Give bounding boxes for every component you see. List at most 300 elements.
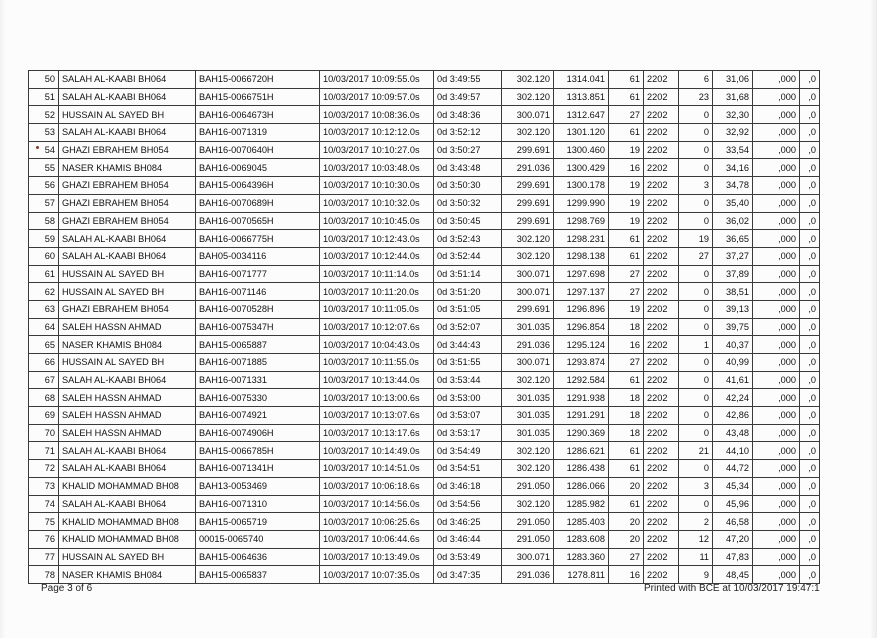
group-code-cell: 2202 (644, 548, 679, 566)
extra-cell: ,0 (800, 265, 820, 283)
percent-cell: 47,20 (713, 530, 753, 548)
position-cell: 76 (29, 530, 59, 548)
prize-cell: ,000 (753, 88, 800, 106)
extra-cell: ,0 (800, 389, 820, 407)
percent-cell: 41,61 (713, 371, 753, 389)
ring-number-cell: BAH16-0071331 (196, 371, 320, 389)
velocity-cell: 1313.851 (554, 88, 609, 106)
ring-number-cell: BAH16-0070640H (196, 141, 320, 159)
velocity-cell: 1295.124 (554, 336, 609, 354)
velocity-cell: 1296.854 (554, 318, 609, 336)
distance-cell: 299.691 (502, 177, 554, 195)
extra-cell: ,0 (800, 124, 820, 142)
entry-count-cell: 19 (609, 141, 644, 159)
rank-cell: 0 (679, 424, 713, 442)
rank-cell: 0 (679, 389, 713, 407)
position-cell: 66 (29, 354, 59, 372)
velocity-cell: 1300.429 (554, 159, 609, 177)
entry-count-cell: 19 (609, 212, 644, 230)
percent-cell: 43,48 (713, 424, 753, 442)
arrival-time-cell: 10/03/2017 10:06:44.6s (320, 530, 434, 548)
rank-cell: 0 (679, 159, 713, 177)
ring-number-cell: BAH15-0065887 (196, 336, 320, 354)
rank-cell: 2 (679, 513, 713, 531)
entry-count-cell: 61 (609, 495, 644, 513)
distance-cell: 302.120 (502, 495, 554, 513)
flight-duration-cell: 0d 3:49:57 (434, 88, 502, 106)
table-row (29, 88, 820, 106)
flight-duration-cell: 0d 3:53:07 (434, 407, 502, 425)
group-code-cell: 2202 (644, 141, 679, 159)
arrival-time-cell: 10/03/2017 10:13:44.0s (320, 371, 434, 389)
ring-number-cell: BAH15-0066720H (196, 71, 320, 89)
fancier-name-cell: KHALID MOHAMMAD BH08 (59, 477, 196, 495)
group-code-cell: 2202 (644, 194, 679, 212)
entry-count-cell: 20 (609, 477, 644, 495)
extra-cell: ,0 (800, 548, 820, 566)
percent-cell: 39,75 (713, 318, 753, 336)
rank-cell: 27 (679, 247, 713, 265)
table-row (29, 371, 820, 389)
group-code-cell: 2202 (644, 106, 679, 124)
prize-cell: ,000 (753, 513, 800, 531)
rank-cell: 0 (679, 124, 713, 142)
fancier-name-cell: KHALID MOHAMMAD BH08 (59, 513, 196, 531)
arrival-time-cell: 10/03/2017 10:11:55.0s (320, 354, 434, 372)
arrival-time-cell: 10/03/2017 10:12:44.0s (320, 247, 434, 265)
distance-cell: 302.120 (502, 124, 554, 142)
fancier-name-cell: GHAZI EBRAHEM BH054 (59, 194, 196, 212)
fancier-name-cell: SALEH HASSN AHMAD (59, 389, 196, 407)
extra-cell: ,0 (800, 566, 820, 584)
percent-cell: 31,06 (713, 71, 753, 89)
group-code-cell: 2202 (644, 318, 679, 336)
rank-cell: 19 (679, 230, 713, 248)
fancier-name-cell: HUSSAIN AL SAYED BH (59, 283, 196, 301)
ring-number-cell: BAH16-0074921 (196, 407, 320, 425)
rank-cell: 21 (679, 442, 713, 460)
distance-cell: 302.120 (502, 460, 554, 478)
prize-cell: ,000 (753, 460, 800, 478)
ring-number-cell: BAH15-0066785H (196, 442, 320, 460)
velocity-cell: 1301.120 (554, 124, 609, 142)
entry-count-cell: 61 (609, 442, 644, 460)
group-code-cell: 2202 (644, 530, 679, 548)
velocity-cell: 1312.647 (554, 106, 609, 124)
prize-cell: ,000 (753, 530, 800, 548)
prize-cell: ,000 (753, 71, 800, 89)
entry-count-cell: 19 (609, 300, 644, 318)
table-row (29, 194, 820, 212)
distance-cell: 291.036 (502, 336, 554, 354)
entry-count-cell: 16 (609, 336, 644, 354)
prize-cell: ,000 (753, 389, 800, 407)
flight-duration-cell: 0d 3:51:05 (434, 300, 502, 318)
prize-cell: ,000 (753, 106, 800, 124)
position-cell: 72 (29, 460, 59, 478)
percent-cell: 32,30 (713, 106, 753, 124)
entry-count-cell: 18 (609, 318, 644, 336)
flight-duration-cell: 0d 3:46:18 (434, 477, 502, 495)
fancier-name-cell: SALAH AL-KAABI BH064 (59, 495, 196, 513)
distance-cell: 300.071 (502, 265, 554, 283)
fancier-name-cell: SALAH AL-KAABI BH064 (59, 371, 196, 389)
ring-number-cell: BAH16-0066775H (196, 230, 320, 248)
distance-cell: 291.050 (502, 530, 554, 548)
prize-cell: ,000 (753, 283, 800, 301)
table-row (29, 247, 820, 265)
rank-cell: 0 (679, 106, 713, 124)
extra-cell: ,0 (800, 283, 820, 301)
distance-cell: 302.120 (502, 371, 554, 389)
distance-cell: 300.071 (502, 354, 554, 372)
fancier-name-cell: SALEH HASSN AHMAD (59, 318, 196, 336)
prize-cell: ,000 (753, 230, 800, 248)
velocity-cell: 1285.982 (554, 495, 609, 513)
extra-cell: ,0 (800, 230, 820, 248)
entry-count-cell: 18 (609, 389, 644, 407)
table-row (29, 389, 820, 407)
percent-cell: 46,58 (713, 513, 753, 531)
prize-cell: ,000 (753, 336, 800, 354)
distance-cell: 300.071 (502, 106, 554, 124)
entry-count-cell: 18 (609, 407, 644, 425)
prize-cell: ,000 (753, 265, 800, 283)
percent-cell: 33,54 (713, 141, 753, 159)
prize-cell: ,000 (753, 477, 800, 495)
velocity-cell: 1291.291 (554, 407, 609, 425)
percent-cell: 45,34 (713, 477, 753, 495)
position-cell: 73 (29, 477, 59, 495)
prize-cell: ,000 (753, 424, 800, 442)
velocity-cell: 1286.438 (554, 460, 609, 478)
arrival-time-cell: 10/03/2017 10:09:57.0s (320, 88, 434, 106)
velocity-cell: 1300.178 (554, 177, 609, 195)
ring-number-cell: BAH16-0069045 (196, 159, 320, 177)
rank-cell: 0 (679, 354, 713, 372)
position-cell: 51 (29, 88, 59, 106)
percent-cell: 45,96 (713, 495, 753, 513)
fancier-name-cell: KHALID MOHAMMAD BH08 (59, 530, 196, 548)
flight-duration-cell: 0d 3:53:00 (434, 389, 502, 407)
flight-duration-cell: 0d 3:54:56 (434, 495, 502, 513)
rank-cell: 1 (679, 336, 713, 354)
flight-duration-cell: 0d 3:49:55 (434, 71, 502, 89)
rank-cell: 0 (679, 371, 713, 389)
rank-cell: 3 (679, 177, 713, 195)
extra-cell: ,0 (800, 354, 820, 372)
extra-cell: ,0 (800, 513, 820, 531)
flight-duration-cell: 0d 3:50:32 (434, 194, 502, 212)
flight-duration-cell: 0d 3:50:45 (434, 212, 502, 230)
position-cell: 65 (29, 336, 59, 354)
arrival-time-cell: 10/03/2017 10:06:25.6s (320, 513, 434, 531)
velocity-cell: 1300.460 (554, 141, 609, 159)
entry-count-cell: 16 (609, 159, 644, 177)
group-code-cell: 2202 (644, 354, 679, 372)
rank-cell: 3 (679, 477, 713, 495)
arrival-time-cell: 10/03/2017 10:14:49.0s (320, 442, 434, 460)
percent-cell: 37,27 (713, 247, 753, 265)
distance-cell: 291.036 (502, 159, 554, 177)
velocity-cell: 1298.138 (554, 247, 609, 265)
fancier-name-cell: GHAZI EBRAHEM BH054 (59, 177, 196, 195)
flight-duration-cell: 0d 3:43:48 (434, 159, 502, 177)
percent-cell: 32,92 (713, 124, 753, 142)
position-cell: 50 (29, 71, 59, 89)
group-code-cell: 2202 (644, 336, 679, 354)
velocity-cell: 1290.369 (554, 424, 609, 442)
velocity-cell: 1292.584 (554, 371, 609, 389)
rank-cell: 12 (679, 530, 713, 548)
fancier-name-cell: HUSSAIN AL SAYED BH (59, 265, 196, 283)
flight-duration-cell: 0d 3:52:07 (434, 318, 502, 336)
distance-cell: 301.035 (502, 318, 554, 336)
entry-count-cell: 16 (609, 566, 644, 584)
position-cell: 69 (29, 407, 59, 425)
ring-number-cell: 00015-0065740 (196, 530, 320, 548)
prize-cell: ,000 (753, 371, 800, 389)
table-row (29, 495, 820, 513)
ring-number-cell: BAH16-0074906H (196, 424, 320, 442)
distance-cell: 300.071 (502, 548, 554, 566)
table-row (29, 530, 820, 548)
position-cell: 60 (29, 247, 59, 265)
percent-cell: 38,51 (713, 283, 753, 301)
table-row (29, 442, 820, 460)
velocity-cell: 1291.938 (554, 389, 609, 407)
entry-count-cell: 61 (609, 124, 644, 142)
percent-cell: 36,65 (713, 230, 753, 248)
entry-count-cell: 18 (609, 424, 644, 442)
ring-number-cell: BAH16-0070528H (196, 300, 320, 318)
position-cell: 64 (29, 318, 59, 336)
ring-number-cell: BAH13-0053469 (196, 477, 320, 495)
fancier-name-cell: HUSSAIN AL SAYED BH (59, 106, 196, 124)
position-cell: 67 (29, 371, 59, 389)
velocity-cell: 1314.041 (554, 71, 609, 89)
fancier-name-cell: GHAZI EBRAHEM BH054 (59, 141, 196, 159)
extra-cell: ,0 (800, 141, 820, 159)
extra-cell: ,0 (800, 318, 820, 336)
group-code-cell: 2202 (644, 230, 679, 248)
table-row (29, 177, 820, 195)
rank-cell: 0 (679, 141, 713, 159)
distance-cell: 291.036 (502, 566, 554, 584)
prize-cell: ,000 (753, 566, 800, 584)
distance-cell: 302.120 (502, 88, 554, 106)
velocity-cell: 1278.811 (554, 566, 609, 584)
velocity-cell: 1297.137 (554, 283, 609, 301)
group-code-cell: 2202 (644, 212, 679, 230)
flight-duration-cell: 0d 3:44:43 (434, 336, 502, 354)
fancier-name-cell: GHAZI EBRAHEM BH054 (59, 300, 196, 318)
extra-cell: ,0 (800, 194, 820, 212)
table-row (29, 460, 820, 478)
group-code-cell: 2202 (644, 124, 679, 142)
entry-count-cell: 61 (609, 230, 644, 248)
flight-duration-cell: 0d 3:52:43 (434, 230, 502, 248)
page-number: Page 3 of 6 (41, 583, 93, 594)
position-cell: 75 (29, 513, 59, 531)
distance-cell: 302.120 (502, 71, 554, 89)
arrival-time-cell: 10/03/2017 10:11:05.0s (320, 300, 434, 318)
ring-number-cell: BAH16-0075347H (196, 318, 320, 336)
percent-cell: 34,78 (713, 177, 753, 195)
percent-cell: 47,83 (713, 548, 753, 566)
position-cell: 62 (29, 283, 59, 301)
velocity-cell: 1299.990 (554, 194, 609, 212)
extra-cell: ,0 (800, 442, 820, 460)
rank-cell: 11 (679, 548, 713, 566)
fancier-name-cell: SALAH AL-KAABI BH064 (59, 124, 196, 142)
table-row (29, 354, 820, 372)
ring-number-cell: BAH16-0070689H (196, 194, 320, 212)
table-row (29, 159, 820, 177)
arrival-time-cell: 10/03/2017 10:13:49.0s (320, 548, 434, 566)
flight-duration-cell: 0d 3:53:17 (434, 424, 502, 442)
table-row (29, 548, 820, 566)
entry-count-cell: 27 (609, 283, 644, 301)
prize-cell: ,000 (753, 124, 800, 142)
table-row (29, 230, 820, 248)
extra-cell: ,0 (800, 177, 820, 195)
percent-cell: 48,45 (713, 566, 753, 584)
velocity-cell: 1296.896 (554, 300, 609, 318)
percent-cell: 40,37 (713, 336, 753, 354)
distance-cell: 302.120 (502, 247, 554, 265)
percent-cell: 37,89 (713, 265, 753, 283)
arrival-time-cell: 10/03/2017 10:04:43.0s (320, 336, 434, 354)
prize-cell: ,000 (753, 177, 800, 195)
ring-number-cell: BAH05-0034116 (196, 247, 320, 265)
fancier-name-cell: HUSSAIN AL SAYED BH (59, 354, 196, 372)
ring-number-cell: BAH16-0071310 (196, 495, 320, 513)
percent-cell: 40,99 (713, 354, 753, 372)
fancier-name-cell: NASER KHAMIS BH084 (59, 159, 196, 177)
fancier-name-cell: NASER KHAMIS BH084 (59, 566, 196, 584)
velocity-cell: 1283.608 (554, 530, 609, 548)
velocity-cell: 1298.231 (554, 230, 609, 248)
ring-number-cell: BAH15-0065719 (196, 513, 320, 531)
table-row (29, 513, 820, 531)
arrival-time-cell: 10/03/2017 10:12:43.0s (320, 230, 434, 248)
percent-cell: 42,24 (713, 389, 753, 407)
entry-count-cell: 20 (609, 513, 644, 531)
table-row (29, 407, 820, 425)
position-cell: 54 (29, 141, 59, 159)
rank-cell: 0 (679, 300, 713, 318)
fancier-name-cell: GHAZI EBRAHEM BH054 (59, 212, 196, 230)
table-row (29, 566, 820, 584)
table-row (29, 71, 820, 89)
arrival-time-cell: 10/03/2017 10:03:48.0s (320, 159, 434, 177)
fancier-name-cell: SALAH AL-KAABI BH064 (59, 71, 196, 89)
velocity-cell: 1297.698 (554, 265, 609, 283)
group-code-cell: 2202 (644, 177, 679, 195)
prize-cell: ,000 (753, 318, 800, 336)
ring-number-cell: BAH16-0075330 (196, 389, 320, 407)
velocity-cell: 1293.874 (554, 354, 609, 372)
ring-number-cell: BAH16-0071777 (196, 265, 320, 283)
percent-cell: 34,16 (713, 159, 753, 177)
entry-count-cell: 19 (609, 177, 644, 195)
position-cell: 53 (29, 124, 59, 142)
extra-cell: ,0 (800, 106, 820, 124)
extra-cell: ,0 (800, 424, 820, 442)
distance-cell: 301.035 (502, 407, 554, 425)
ring-number-cell: BAH16-0071146 (196, 283, 320, 301)
position-cell: 56 (29, 177, 59, 195)
fancier-name-cell: SALEH HASSN AHMAD (59, 424, 196, 442)
arrival-time-cell: 10/03/2017 10:13:07.6s (320, 407, 434, 425)
velocity-cell: 1286.621 (554, 442, 609, 460)
percent-cell: 39,13 (713, 300, 753, 318)
rank-cell: 0 (679, 212, 713, 230)
rank-cell: 0 (679, 460, 713, 478)
arrival-time-cell: 10/03/2017 10:09:55.0s (320, 71, 434, 89)
ring-number-cell: BAH16-0071319 (196, 124, 320, 142)
flight-duration-cell: 0d 3:47:35 (434, 566, 502, 584)
arrival-time-cell: 10/03/2017 10:08:36.0s (320, 106, 434, 124)
arrival-time-cell: 10/03/2017 10:11:14.0s (320, 265, 434, 283)
group-code-cell: 2202 (644, 88, 679, 106)
position-cell: 58 (29, 212, 59, 230)
arrival-time-cell: 10/03/2017 10:10:32.0s (320, 194, 434, 212)
entry-count-cell: 27 (609, 106, 644, 124)
extra-cell: ,0 (800, 212, 820, 230)
entry-count-cell: 20 (609, 530, 644, 548)
percent-cell: 35,40 (713, 194, 753, 212)
flight-duration-cell: 0d 3:48:36 (434, 106, 502, 124)
extra-cell: ,0 (800, 247, 820, 265)
distance-cell: 291.050 (502, 513, 554, 531)
entry-count-cell: 61 (609, 371, 644, 389)
distance-cell: 299.691 (502, 212, 554, 230)
table-row (29, 424, 820, 442)
flight-duration-cell: 0d 3:50:30 (434, 177, 502, 195)
extra-cell: ,0 (800, 495, 820, 513)
position-cell: 52 (29, 106, 59, 124)
velocity-cell: 1283.360 (554, 548, 609, 566)
arrival-time-cell: 10/03/2017 10:12:07.6s (320, 318, 434, 336)
group-code-cell: 2202 (644, 442, 679, 460)
prize-cell: ,000 (753, 247, 800, 265)
ring-number-cell: BAH15-0064396H (196, 177, 320, 195)
position-cell: 70 (29, 424, 59, 442)
rank-cell: 0 (679, 318, 713, 336)
flight-duration-cell: 0d 3:46:25 (434, 513, 502, 531)
rank-cell: 9 (679, 566, 713, 584)
table-row (29, 336, 820, 354)
flight-duration-cell: 0d 3:51:55 (434, 354, 502, 372)
group-code-cell: 2202 (644, 460, 679, 478)
prize-cell: ,000 (753, 212, 800, 230)
arrival-time-cell: 10/03/2017 10:13:00.6s (320, 389, 434, 407)
extra-cell: ,0 (800, 407, 820, 425)
velocity-cell: 1298.769 (554, 212, 609, 230)
group-code-cell: 2202 (644, 407, 679, 425)
fancier-name-cell: NASER KHAMIS BH084 (59, 336, 196, 354)
group-code-cell: 2202 (644, 283, 679, 301)
arrival-time-cell: 10/03/2017 10:10:27.0s (320, 141, 434, 159)
arrival-time-cell: 10/03/2017 10:10:30.0s (320, 177, 434, 195)
group-code-cell: 2202 (644, 477, 679, 495)
distance-cell: 301.035 (502, 424, 554, 442)
position-cell: 68 (29, 389, 59, 407)
position-cell: 77 (29, 548, 59, 566)
entry-count-cell: 61 (609, 247, 644, 265)
